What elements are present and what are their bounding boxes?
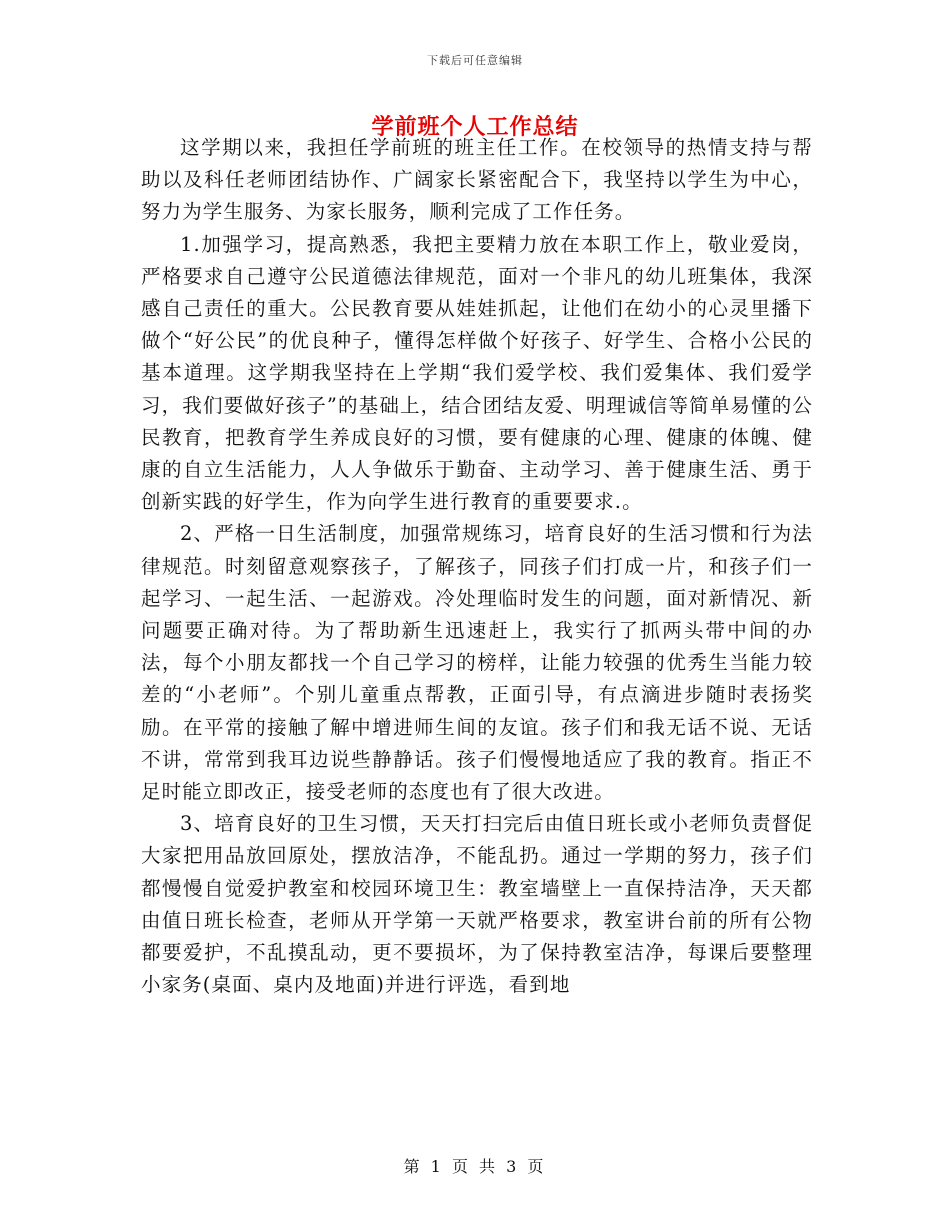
paragraph-1: 1.加强学习，提高熟悉，我把主要精力放在本职工作上，敬业爱岗，严格要求自己遵守公民道德法律规范，面对一个非凡的幼儿班集体，我深感自己责任的重大。公民教育要从娃娃抓起，让他们在幼小的心灵里播下做个“好公民”的优良种子，懂得怎样做个好孩子、好学生、合格小公民的基本道理。这学期我坚持在上学期“我们爱学校、我们爱集体、我们爱学习，我们要做好孩子”的基础上，结合团结友爱、明理诚信等简单易懂的公民教育，把教育学生养成良好的习惯，要有健康的心理、健康的体魄、健康的自立生活能力，人人争做乐于勤奋、主动学习、善于健康生活、勇于创新实践的好学生，作为向学生进行教育的重要要求.。	[141, 232, 813, 514]
document-title: 学前班个人工作总结	[371, 114, 579, 140]
paragraph-3: 3、培育良好的卫生习惯，天天打扫完后由值日班长或小老师负责督促大家把用品放回原处，摆放洁净，不能乱扔。通过一学期的努力，孩子们都慢慢自觉爱护教室和校园环境卫生：教室墙壁上一直保持洁净，天天都由值日班长检查，老师从开学第一天就严格要求，教室讲台前的所有公物都要爱护，不乱摸乱动，更不要损坏，为了保持教室洁净，每课后要整理小家务(桌面、桌内及地面)并进行评选，看到地	[141, 812, 813, 997]
paragraph-intro: 这学期以来，我担任学前班的班主任工作。在校领导的热情支持与帮助以及科任老师团结协作、广阔家长紧密配合下，我坚持以学生为中心，努力为学生服务、为家长服务，顺利完成了工作任务。	[141, 136, 813, 224]
document-body	[141, 132, 813, 1001]
page-number-footer: 第 1 页 共 3 页	[403, 1157, 547, 1176]
header-note: 下载后可任意编辑	[427, 54, 523, 67]
paragraph-2: 2、严格一日生活制度，加强常规练习，培育良好的生活习惯和行为法律规范。时刻留意观察孩子，了解孩子，同孩子们打成一片，和孩子们一起学习、一起生活、一起游戏。冷处理临时发生的问题，面对新情况、新问题要正确对待。为了帮助新生迅速赶上，我实行了抓两头带中间的办法，每个小朋友都找一个自己学习的榜样，让能力较强的优秀生当能力较差的“小老师”。个别儿童重点帮教，正面引导，有点滴进步随时表扬奖励。在平常的接触了解中增进师生间的友谊。孩子们和我无话不说、无话不讲，常常到我耳边说些静静话。孩子们慢慢地适应了我的教育。指正不足时能立即改正，接受老师的态度也有了很大改进。	[141, 522, 813, 804]
